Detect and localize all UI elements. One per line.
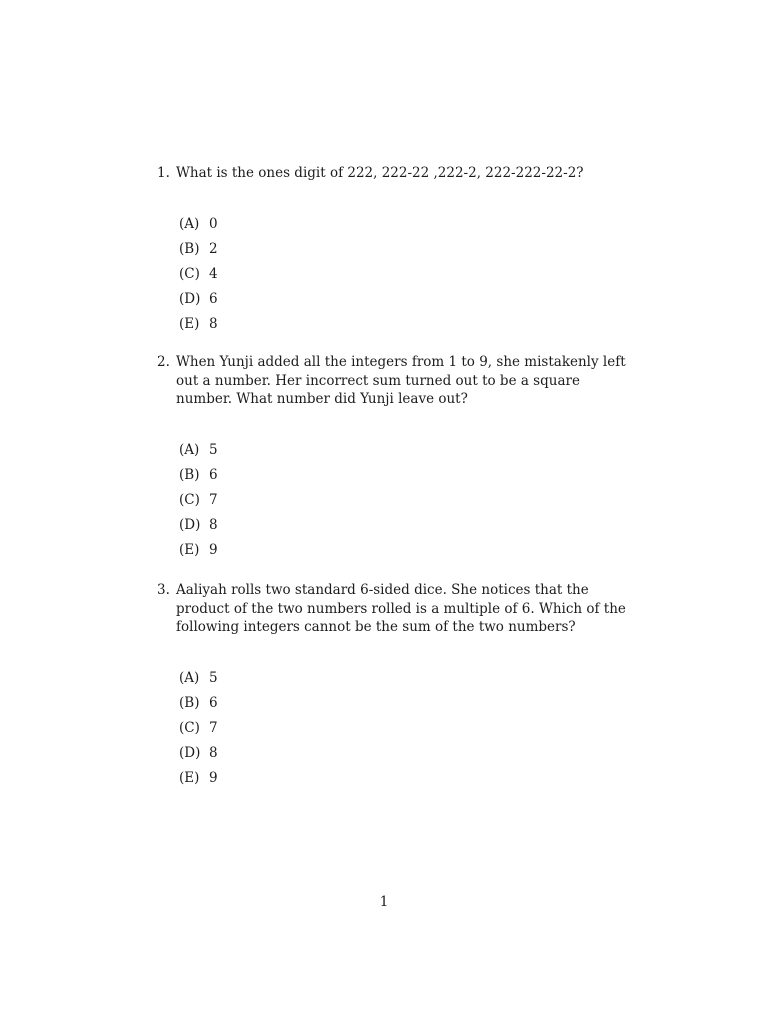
choice-b: [179, 694, 632, 719]
choice-value: 6: [209, 290, 218, 307]
choice-e: [179, 769, 632, 794]
choice-label: (B): [179, 466, 200, 483]
choice-label: (B): [179, 694, 200, 711]
question-text: What is the ones digit of 222, 222-22 ,222-2, 222-222-22-2?: [176, 165, 584, 181]
choice-value: 8: [209, 744, 218, 761]
choice-d: [179, 516, 632, 541]
choice-label: (A): [179, 215, 200, 232]
answer-choices: [179, 215, 632, 340]
choice-label: (E): [179, 541, 200, 558]
question-3: [157, 581, 632, 794]
choice-value: 6: [209, 694, 218, 711]
question-3-prompt: [157, 581, 632, 637]
choice-value: 2: [209, 240, 218, 257]
choice-b: [179, 240, 632, 265]
choice-e: [179, 541, 632, 566]
choice-a: [179, 215, 632, 240]
choice-c: [179, 265, 632, 290]
choice-value: 4: [209, 265, 218, 282]
question-1-prompt: [157, 164, 632, 183]
question-number: 1.: [157, 165, 170, 181]
question-2: [157, 353, 632, 566]
choice-value: 5: [209, 441, 218, 458]
choice-value: 0: [209, 215, 218, 232]
choice-value: 5: [209, 669, 218, 686]
question-text: When Yunji added all the integers from 1 to 9, she mistakenly left out a number. Her incorrect sum turned out to be a square number. What number did Yunji leave out?: [176, 354, 626, 407]
question-1: [157, 164, 632, 340]
choice-value: 9: [209, 769, 218, 786]
choice-a: [179, 669, 632, 694]
question-text: Aaliyah rolls two standard 6-sided dice. She notices that the product of the two numbers rolled is a multiple of 6. Which of the following integers cannot be the sum of the two numbers?: [176, 582, 626, 635]
question-number: 2.: [157, 354, 170, 370]
choice-label: (B): [179, 240, 200, 257]
answer-choices: [179, 669, 632, 794]
choice-value: 7: [209, 719, 218, 736]
question-2-prompt: [157, 353, 632, 409]
choice-label: (A): [179, 669, 200, 686]
choice-label: (E): [179, 315, 200, 332]
choice-value: 7: [209, 491, 218, 508]
page-number: 1: [379, 894, 389, 910]
choice-label: (D): [179, 290, 201, 307]
choice-a: [179, 441, 632, 466]
choice-value: 6: [209, 466, 218, 483]
choice-c: [179, 719, 632, 744]
choice-label: (E): [179, 769, 200, 786]
choice-value: 8: [209, 315, 218, 332]
choice-label: (C): [179, 719, 200, 736]
choice-label: (D): [179, 516, 201, 533]
choice-d: [179, 290, 632, 315]
choice-d: [179, 744, 632, 769]
choice-value: 8: [209, 516, 218, 533]
choice-label: (D): [179, 744, 201, 761]
choice-c: [179, 491, 632, 516]
choice-value: 9: [209, 541, 218, 558]
choice-label: (C): [179, 265, 200, 282]
choice-label: (C): [179, 491, 200, 508]
question-number: 3.: [157, 582, 170, 598]
answer-choices: [179, 441, 632, 566]
choice-b: [179, 466, 632, 491]
choice-label: (A): [179, 441, 200, 458]
choice-e: [179, 315, 632, 340]
